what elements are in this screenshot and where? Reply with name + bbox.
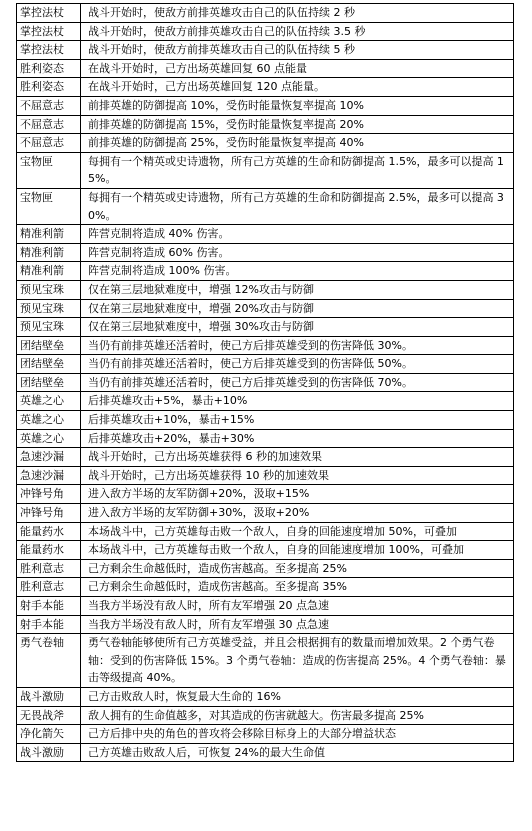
relic-effect-cell: 战斗开始时，己方出场英雄获得 6 秒的加速效果 xyxy=(81,448,514,467)
relic-name-cell: 预见宝珠 xyxy=(17,318,81,337)
relic-effect-cell: 当仍有前排英雄还活着时，使己方后排英雄受到的伤害降低 50%。 xyxy=(81,355,514,374)
table-row xyxy=(17,725,514,744)
relic-name-cell: 团结壁垒 xyxy=(17,373,81,392)
table-row xyxy=(17,243,514,262)
relic-name-cell: 宝物匣 xyxy=(17,152,81,188)
relic-name-cell: 战斗激励 xyxy=(17,743,81,762)
relic-effect-cell: 当我方半场没有敌人时，所有友军增强 20 点急速 xyxy=(81,597,514,616)
relic-effect-cell: 阵营克制将造成 60% 伤害。 xyxy=(81,243,514,262)
relic-name-cell: 能量药水 xyxy=(17,522,81,541)
relic-name-cell: 精准利箭 xyxy=(17,243,81,262)
relic-effect-cell: 战斗开始时，己方出场英雄获得 10 秒的加速效果 xyxy=(81,466,514,485)
relic-effect-cell: 仅在第三层地狱难度中，增强 30%攻击与防御 xyxy=(81,318,514,337)
relic-effect-cell: 前排英雄的防御提高 10%，受伤时能量恢复率提高 10% xyxy=(81,96,514,115)
table-row xyxy=(17,597,514,616)
relic-effect-cell: 己方后排中央的角色的普攻将会移除目标身上的大部分增益状态 xyxy=(81,725,514,744)
relic-name-cell: 宝物匣 xyxy=(17,188,81,224)
relic-effect-cell: 后排英雄攻击+5%，暴击+10% xyxy=(81,392,514,411)
table-row xyxy=(17,522,514,541)
table-row xyxy=(17,541,514,560)
table-row xyxy=(17,743,514,762)
table-row xyxy=(17,448,514,467)
table-row xyxy=(17,615,514,634)
relic-name-cell: 掌控法杖 xyxy=(17,4,81,23)
relic-effect-cell: 后排英雄攻击+10%，暴击+15% xyxy=(81,411,514,430)
table-row xyxy=(17,392,514,411)
relic-name-cell: 英雄之心 xyxy=(17,429,81,448)
table-row xyxy=(17,373,514,392)
relic-name-cell: 预见宝珠 xyxy=(17,299,81,318)
table-row xyxy=(17,355,514,374)
relic-effect-cell: 前排英雄的防御提高 15%，受伤时能量恢复率提高 20% xyxy=(81,115,514,134)
relic-name-cell: 战斗激励 xyxy=(17,687,81,706)
table-row xyxy=(17,115,514,134)
table-row xyxy=(17,78,514,97)
relic-effect-cell: 己方英雄击败敌人后，可恢复 24%的最大生命值 xyxy=(81,743,514,762)
relic-name-cell: 精准利箭 xyxy=(17,225,81,244)
table-row xyxy=(17,280,514,299)
relic-effect-cell: 战斗开始时，使敌方前排英雄攻击自己的队伍持续 2 秒 xyxy=(81,4,514,23)
relic-name-cell: 预见宝珠 xyxy=(17,280,81,299)
table-row xyxy=(17,336,514,355)
relic-effect-cell: 本场战斗中，己方英雄每击败一个敌人，自身的回能速度增加 50%，可叠加 xyxy=(81,522,514,541)
relic-effect-cell: 己方剩余生命越低时，造成伤害越高。至多提高 35% xyxy=(81,578,514,597)
table-row xyxy=(17,96,514,115)
relic-effect-cell: 进入敌方半场的友军防御+20%，汲取+15% xyxy=(81,485,514,504)
relic-name-cell: 射手本能 xyxy=(17,615,81,634)
relic-effect-cell: 当我方半场没有敌人时，所有友军增强 30 点急速 xyxy=(81,615,514,634)
table-row xyxy=(17,411,514,430)
table-row xyxy=(17,706,514,725)
relic-name-cell: 勇气卷轴 xyxy=(17,634,81,688)
table-row xyxy=(17,41,514,60)
relic-name-cell: 精准利箭 xyxy=(17,262,81,281)
table-row xyxy=(17,134,514,153)
relic-effect-cell: 当仍有前排英雄还活着时，使己方后排英雄受到的伤害降低 70%。 xyxy=(81,373,514,392)
relic-name-cell: 团结壁垒 xyxy=(17,355,81,374)
relic-name-cell: 英雄之心 xyxy=(17,392,81,411)
relic-effect-cell: 仅在第三层地狱难度中，增强 12%攻击与防御 xyxy=(81,280,514,299)
table-row xyxy=(17,466,514,485)
table-row xyxy=(17,4,514,23)
table-row xyxy=(17,504,514,523)
relic-name-cell: 不屈意志 xyxy=(17,115,81,134)
table-row xyxy=(17,59,514,78)
table-row xyxy=(17,152,514,188)
relic-name-cell: 胜利姿态 xyxy=(17,59,81,78)
relic-name-cell: 英雄之心 xyxy=(17,411,81,430)
relic-name-cell: 急速沙漏 xyxy=(17,466,81,485)
relic-name-cell: 胜利意志 xyxy=(17,578,81,597)
relic-effect-cell: 己方剩余生命越低时，造成伤害越高。至多提高 25% xyxy=(81,559,514,578)
table-row xyxy=(17,318,514,337)
relic-name-cell: 射手本能 xyxy=(17,597,81,616)
relic-effect-cell: 在战斗开始时，己方出场英雄回复 120 点能量。 xyxy=(81,78,514,97)
relic-name-cell: 不屈意志 xyxy=(17,96,81,115)
relic-name-cell: 不屈意志 xyxy=(17,134,81,153)
relic-effect-cell: 当仍有前排英雄还活着时，使己方后排英雄受到的伤害降低 30%。 xyxy=(81,336,514,355)
relic-effect-cell: 本场战斗中，己方英雄每击败一个敌人，自身的回能速度增加 100%，可叠加 xyxy=(81,541,514,560)
table-row xyxy=(17,225,514,244)
relic-name-cell: 胜利意志 xyxy=(17,559,81,578)
relic-effect-cell: 战斗开始时，使敌方前排英雄攻击自己的队伍持续 3.5 秒 xyxy=(81,22,514,41)
relic-effect-cell: 每拥有一个精英或史诗遗物，所有己方英雄的生命和防御提高 1.5%，最多可以提高 15%。 xyxy=(81,152,514,188)
relic-name-cell: 能量药水 xyxy=(17,541,81,560)
relic-effect-cell: 仅在第三层地狱难度中，增强 20%攻击与防御 xyxy=(81,299,514,318)
relic-name-cell: 胜利姿态 xyxy=(17,78,81,97)
relic-effect-cell: 战斗开始时，使敌方前排英雄攻击自己的队伍持续 5 秒 xyxy=(81,41,514,60)
relic-name-cell: 急速沙漏 xyxy=(17,448,81,467)
relic-effect-cell: 后排英雄攻击+20%，暴击+30% xyxy=(81,429,514,448)
table-row xyxy=(17,22,514,41)
relic-table-body xyxy=(17,4,514,762)
relic-name-cell: 冲锋号角 xyxy=(17,485,81,504)
relic-effect-cell: 前排英雄的防御提高 25%，受伤时能量恢复率提高 40% xyxy=(81,134,514,153)
relic-effect-cell: 进入敌方半场的友军防御+30%，汲取+20% xyxy=(81,504,514,523)
relic-effect-cell: 每拥有一个精英或史诗遗物，所有己方英雄的生命和防御提高 2.5%，最多可以提高 30%。 xyxy=(81,188,514,224)
relic-effect-cell: 阵营克制将造成 100% 伤害。 xyxy=(81,262,514,281)
table-row xyxy=(17,634,514,688)
relic-effect-cell: 敌人拥有的生命值越多，对其造成的伤害就越大。伤害最多提高 25% xyxy=(81,706,514,725)
table-row xyxy=(17,687,514,706)
table-row xyxy=(17,188,514,224)
relic-effect-cell: 阵营克制将造成 40% 伤害。 xyxy=(81,225,514,244)
relic-name-cell: 净化箭矢 xyxy=(17,725,81,744)
table-row xyxy=(17,262,514,281)
table-row xyxy=(17,485,514,504)
relic-table xyxy=(16,3,514,762)
relic-name-cell: 掌控法杖 xyxy=(17,22,81,41)
relic-name-cell: 掌控法杖 xyxy=(17,41,81,60)
table-row xyxy=(17,559,514,578)
table-row xyxy=(17,299,514,318)
table-row xyxy=(17,429,514,448)
relic-effect-cell: 在战斗开始时，己方出场英雄回复 60 点能量 xyxy=(81,59,514,78)
table-row xyxy=(17,578,514,597)
document-page xyxy=(16,3,514,762)
relic-effect-cell: 己方击败敌人时，恢复最大生命的 16% xyxy=(81,687,514,706)
relic-name-cell: 无畏战斧 xyxy=(17,706,81,725)
relic-effect-cell: 勇气卷轴能够使所有己方英雄受益，并且会根据拥有的数量而增加效果。2 个勇气卷轴：受到的伤害降低 15%。3 个勇气卷轴：造成的伤害提高 25%。4 个勇气卷轴：暴击等级提高 40%。 xyxy=(81,634,514,688)
relic-name-cell: 团结壁垒 xyxy=(17,336,81,355)
relic-name-cell: 冲锋号角 xyxy=(17,504,81,523)
